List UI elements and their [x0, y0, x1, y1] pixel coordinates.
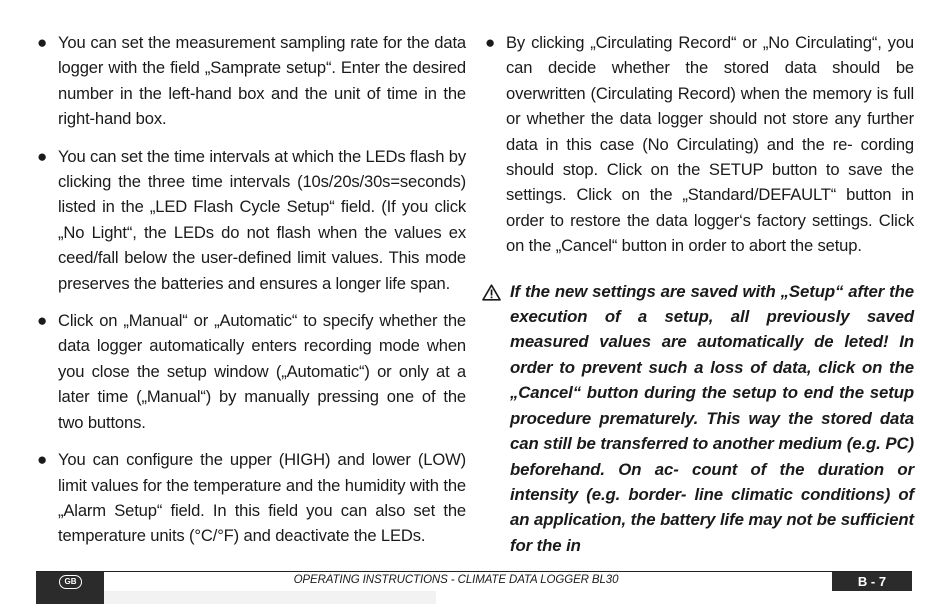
language-code: GB — [59, 575, 82, 589]
language-badge — [36, 572, 104, 591]
bottom-strip-dark — [36, 591, 104, 604]
warning-text: If the new settings are saved with „Setup“ after the execution of a setup, all previously saved measured values are automatically de leted! In order to prevent such a loss of data, click on the „Cancel“ button during the setup to end the setup procedure prematurely. This way the stored data can still be transferred to another medium (e.g. PC) beforehand. On ac- count of the duration or intensity (e.g. border- line climatic conditions) of an application, the battery life may not be sufficient for the in — [510, 281, 914, 555]
bullet-manual-automatic — [34, 308, 466, 435]
bullet-dot: ● — [37, 450, 48, 470]
left-column — [34, 30, 466, 561]
bullet-dot: ● — [37, 311, 48, 331]
page-number: B - 7 — [832, 572, 912, 591]
bullet-text: You can configure the upper (HIGH) and lower (LOW) limit values for the temperature and the humidity with the „Alarm Setup“ field. In this field you can also set the temperature units (°C/°F) and deactivate the LEDs. — [58, 450, 466, 546]
bullet-text: Click on „Manual“ or „Automatic“ to specify whether the data logger automatically enters recording mode when you close the setup window („Automatic“) or only at a later time („Manual“) by manually pressing one of the two buttons. — [58, 311, 466, 432]
footer-title: OPERATING INSTRUCTIONS - CLIMATE DATA LOGGER BL30 — [293, 574, 619, 586]
bullet-dot: ● — [37, 146, 48, 166]
bullet-led-flash — [34, 144, 466, 296]
footer-rule — [36, 571, 912, 572]
bullet-circulating — [482, 30, 914, 259]
bullet-dot: ● — [485, 33, 496, 52]
bullet-text: By clicking „Circulating Record“ or „No Circulating“, you can decide whether the stored data should be overwritten (Circulating Record) when the memory is full or whether the data logger should not store any further data in this case (No Circulating) and the re- cording should stop. Click on the SETUP button to save the settings. Click on the „Standard/DEFAULT“ button in order to restore the data logger‘s factory settings. Click on the „Cancel“ button in order to abort the setup. — [506, 33, 914, 256]
bullet-samprate — [34, 30, 466, 132]
bullet-alarm-setup — [34, 447, 466, 549]
bullet-text: You can set the measurement sampling rate for the data logger with the field „Samprate setup“. Enter the desired number in the left-hand box and the unit of time in the right-hand box. — [58, 33, 466, 129]
warning-triangle-icon — [482, 283, 501, 308]
page-footer — [36, 571, 912, 591]
bullet-text: You can set the time intervals at which the LEDs flash by clicking the three time intervals (10s/20s/30s=seconds) listed in the „LED Flash Cycle Setup“ field. (If you click „No Light“, the LEDs do not flash when the values ex ceed/fall below the user-defined limit values. This mode preserves the batteries and ensures a longer life span. — [58, 146, 466, 293]
right-column — [482, 30, 914, 558]
warning-note — [482, 279, 914, 558]
bullet-dot: ● — [37, 33, 48, 52]
